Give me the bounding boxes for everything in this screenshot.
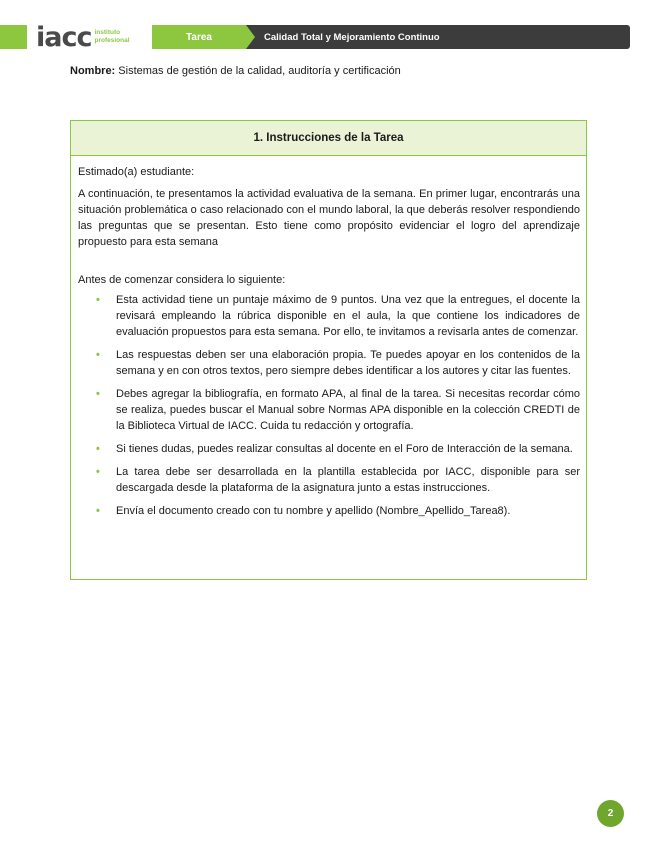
header-bar [152, 25, 630, 49]
course-title: Calidad Total y Mejoramiento Continuo [246, 25, 630, 49]
nombre-line [70, 65, 401, 77]
brand-green-square [0, 25, 27, 49]
logo-word: iacc [36, 21, 92, 53]
logo-sub-line-2: profesional [94, 37, 130, 44]
before-start-text: Antes de comenzar considera lo siguiente: [78, 274, 286, 286]
greeting: Estimado(a) estudiante: [78, 166, 195, 178]
iacc-logo [36, 22, 130, 52]
tarea-tab: Tarea [152, 25, 246, 49]
nombre-value: Sistemas de gestión de la calidad, auditoría y certificación [118, 65, 401, 77]
list-item: • Esta actividad tiene un puntaje máximo de 9 puntos. Una vez que la entregues, el docente la revisará empleando la rúbrica disponible en el aula, la que contiene los indicadores de evaluación propuestos para esta semana. Por ello, te invitamos a revisarla antes de comenzar. [116, 292, 580, 340]
instructions-body [71, 156, 586, 519]
instructions-title: 1. Instrucciones de la Tarea [71, 121, 586, 156]
list-item: • Debes agregar la bibliografía, en formato APA, al final de la tarea. Si necesitas recordar cómo se realiza, puedes buscar el Manual sobre Normas APA disponible en la colección CREDTI de la Biblioteca Virtual de IACC. Cuida tu redacción y ortografía. [116, 386, 580, 434]
list-item: • Las respuestas deben ser una elaboración propia. Te puedes apoyar en los contenidos de la semana y en con otros textos, pero siempre debes identificar a los autores y citar las fuentes. [116, 347, 580, 379]
page-number-badge: 2 [597, 800, 624, 827]
list-item: • Si tienes dudas, puedes realizar consultas al docente en el Foro de Interacción de la semana. [116, 441, 580, 457]
list-item: • Envía el documento creado con tu nombre y apellido (Nombre_Apellido_Tarea8). [116, 503, 580, 519]
nombre-label: Nombre: [70, 65, 116, 77]
instructions-box [70, 120, 587, 580]
logo-subtitle [94, 29, 129, 45]
instructions-list [78, 292, 580, 519]
list-item: • La tarea debe ser desarrollada en la plantilla establecida por IACC, disponible para ser descargada desde la plataforma de la asignatura junto a estas instrucciones. [116, 464, 580, 496]
intro-paragraph: A continuación, te presentamos la actividad evaluativa de la semana. En primer lugar, encontrarás una situación problemática o caso relacionado con el mundo laboral, la que deberás resolver respondiendo las preguntas que se presentan. Esto tiene como propósito evidenciar el logro del aprendizaje propuesto para esta semana [78, 188, 580, 248]
logo-sub-line-1: instituto [94, 29, 121, 36]
